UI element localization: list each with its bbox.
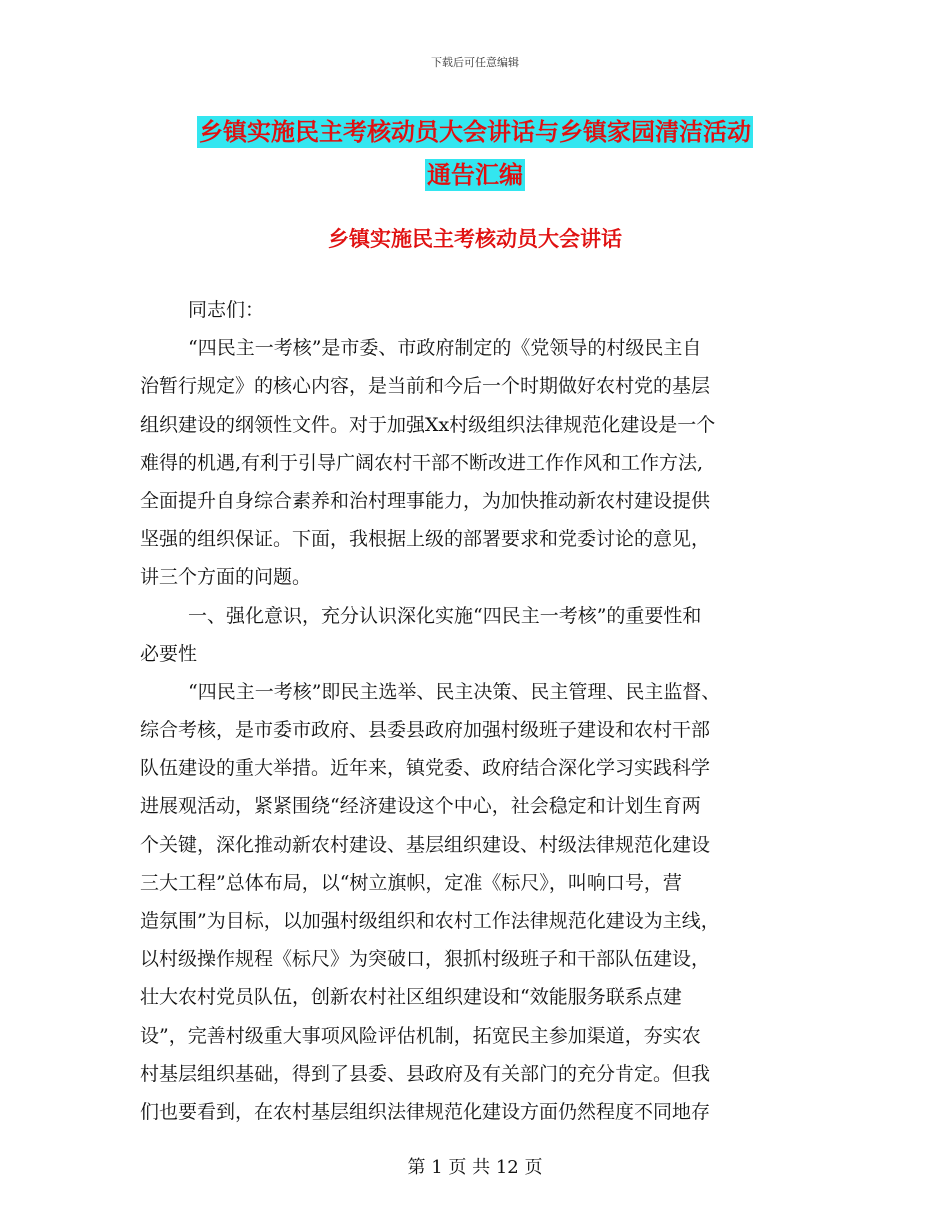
body-line: 难得的机遇,有利于引导广阔农村干部不断改进工作作风和工作方法, bbox=[140, 451, 704, 474]
page-footer: 第 1 页 共 12 页 bbox=[407, 1157, 543, 1178]
body-line: 壮大农村党员队伍，创新农村社区组织建设和“效能服务联系点建 bbox=[140, 986, 682, 1009]
body-line: 综合考核，是市委市政府、县委县政府加强村级班子建设和农村干部 bbox=[140, 719, 711, 742]
body-line: 组织建设的纲领性文件。对于加强Xx村级组织法律规范化建设是一个 bbox=[140, 413, 716, 436]
body-line: 讲三个方面的问题。 bbox=[140, 566, 312, 589]
body-line: 们也要看到，在农村基层组织法律规范化建设方面仍然程度不同地存 bbox=[140, 1100, 711, 1123]
body-line: 造氛围”为目标，以加强村级组织和农村工作法律规范化建设为主线， bbox=[140, 910, 720, 932]
document-title-line-2 bbox=[0, 155, 950, 190]
body-line: 同志们： bbox=[188, 299, 265, 321]
title-highlight-1: 乡镇实施民主考核动员大会讲话与乡镇家园清洁活动 bbox=[199, 118, 751, 146]
body-line: 以村级操作规程《标尺》为突破口，狠抓村级班子和干部队伍建设， bbox=[140, 948, 711, 971]
body-line: “四民主一考核”是市委、市政府制定的《党领导的村级民主自 bbox=[188, 337, 702, 360]
body-line: 坚强的组织保证。下面，我根据上级的部署要求和党委讨论的意见， bbox=[140, 528, 711, 551]
body-line: 个关键，深化推动新农村建设、基层组织建设、村级法律规范化建设 bbox=[140, 833, 711, 856]
body-line: 三大工程”总体布局，以“树立旗帜，定准《标尺》，叫响口号，营 bbox=[140, 871, 682, 894]
body-line: 村基层组织基础，得到了县委、县政府及有关部门的充分肯定。但我 bbox=[140, 1062, 711, 1085]
body-line: 队伍建设的重大举措。近年来，镇党委、政府结合深化学习实践科学 bbox=[140, 757, 711, 780]
body-line: 一、强化意识，充分认识深化实施“四民主一考核”的重要性和 bbox=[188, 604, 702, 627]
body-line: 全面提升自身综合素养和治村理事能力，为加快推动新农村建设提供 bbox=[140, 489, 711, 512]
section-title: 乡镇实施民主考核动员大会讲话 bbox=[328, 227, 622, 251]
body-line: 设”，完善村级重大事项风险评估机制，拓宽民主参加渠道，夯实农 bbox=[140, 1024, 701, 1047]
title-highlight-2: 通告汇编 bbox=[427, 161, 523, 189]
body-text bbox=[140, 294, 820, 1134]
document-title-line-1 bbox=[0, 112, 950, 147]
body-line: 治暂行规定》的核心内容，是当前和今后一个时期做好农村党的基层 bbox=[140, 375, 711, 398]
body-line: 必要性 bbox=[140, 642, 198, 665]
body-line: 进展观活动，紧紧围绕“经济建设这个中心，社会稳定和计划生育两 bbox=[140, 795, 701, 818]
header-note: 下载后可任意编辑 bbox=[431, 56, 519, 69]
body-line: “四民主一考核”即民主选举、民主决策、民主管理、民主监督、 bbox=[188, 680, 721, 703]
